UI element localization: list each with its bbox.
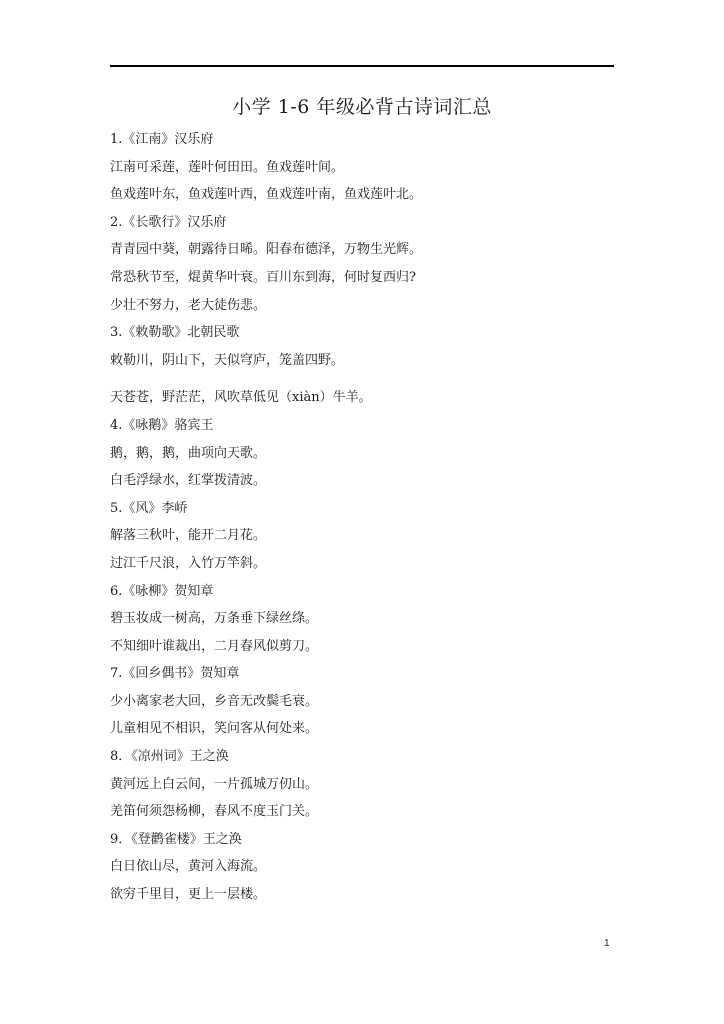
poem-line: 鹅，鹅，鹅，曲项向天歌。 xyxy=(110,445,267,461)
poem-line: 少小离家老大回，乡音无改鬓毛衰。 xyxy=(110,693,319,709)
poem-item xyxy=(110,213,630,323)
poem-item xyxy=(110,130,630,213)
poem-line: 羌笛何须怨杨柳，春风不度玉门关。 xyxy=(110,804,319,820)
poem-heading: 1.《江南》汉乐府 xyxy=(110,132,214,147)
poem-heading: 9．《登鹳雀楼》王之涣 xyxy=(110,831,242,847)
page-number: 1 xyxy=(604,938,610,949)
poem-heading: 2.《长歌行》汉乐府 xyxy=(110,214,227,230)
poem-item xyxy=(110,664,630,747)
poem-line: 敕勒川，阴山下，天似穹庐，笼盖四野。 xyxy=(110,352,345,368)
poem-line: 白毛浮绿水，红掌拨清波。 xyxy=(110,473,267,489)
poem-list xyxy=(110,130,630,913)
header-rule xyxy=(110,65,614,67)
poem-line: 鱼戏莲叶东，鱼戏莲叶西，鱼戏莲叶南，鱼戏莲叶北。 xyxy=(110,187,423,203)
poem-line: 过江千尺浪，入竹万竿斜。 xyxy=(110,555,267,571)
poem-line: 不知细叶谁裁出，二月春风似剪刀。 xyxy=(110,638,319,654)
poem-line: 常恐秋节至，焜黄华叶衰。百川东到海，何时复西归? xyxy=(110,269,416,285)
poem-line: 江南可采莲，莲叶何田田。鱼戏莲叶间。 xyxy=(110,159,345,175)
poem-line: 青青园中葵，朝露待日晞。阳春布德泽，万物生光辉。 xyxy=(110,242,423,258)
poem-heading: 8．《凉州词》王之涣 xyxy=(110,749,229,765)
poem-line: 儿童相见不相识，笑问客从何处来。 xyxy=(110,721,319,737)
poem-heading: 3.《敕勒歌》北朝民歌 xyxy=(110,325,240,341)
poem-item xyxy=(110,830,630,913)
poem-item xyxy=(110,323,630,416)
poem-line: 黄河远上白云间，一片孤城万仞山。 xyxy=(110,776,319,792)
poem-line: 天苍苍，野茫茫，风吹草低见（xiàn）牛羊。 xyxy=(110,390,372,406)
poem-line: 白日依山尽，黄河入海流。 xyxy=(110,859,267,875)
poem-line: 解落三秋叶，能开二月花。 xyxy=(110,528,267,544)
poem-line: 少壮不努力，老大徒伤悲。 xyxy=(110,297,267,313)
poem-item xyxy=(110,747,630,830)
poem-item xyxy=(110,582,630,665)
spacer xyxy=(110,378,630,388)
poem-line: 欲穷千里目，更上一层楼。 xyxy=(110,887,267,903)
poem-line: 碧玉妆成一树高，万条垂下绿丝绦。 xyxy=(110,611,319,627)
poem-heading: 4.《咏鹅》骆宾王 xyxy=(110,417,214,433)
page-title: 小学 1-6 年级必背古诗词汇总 xyxy=(232,96,492,118)
poem-item xyxy=(110,416,630,499)
poem-heading: 5.《风》李峤 xyxy=(110,500,188,516)
poem-item xyxy=(110,499,630,582)
poem-heading: 7.《回乡偶书》贺知章 xyxy=(110,666,240,682)
poem-heading: 6.《咏柳》贺知章 xyxy=(110,583,214,599)
